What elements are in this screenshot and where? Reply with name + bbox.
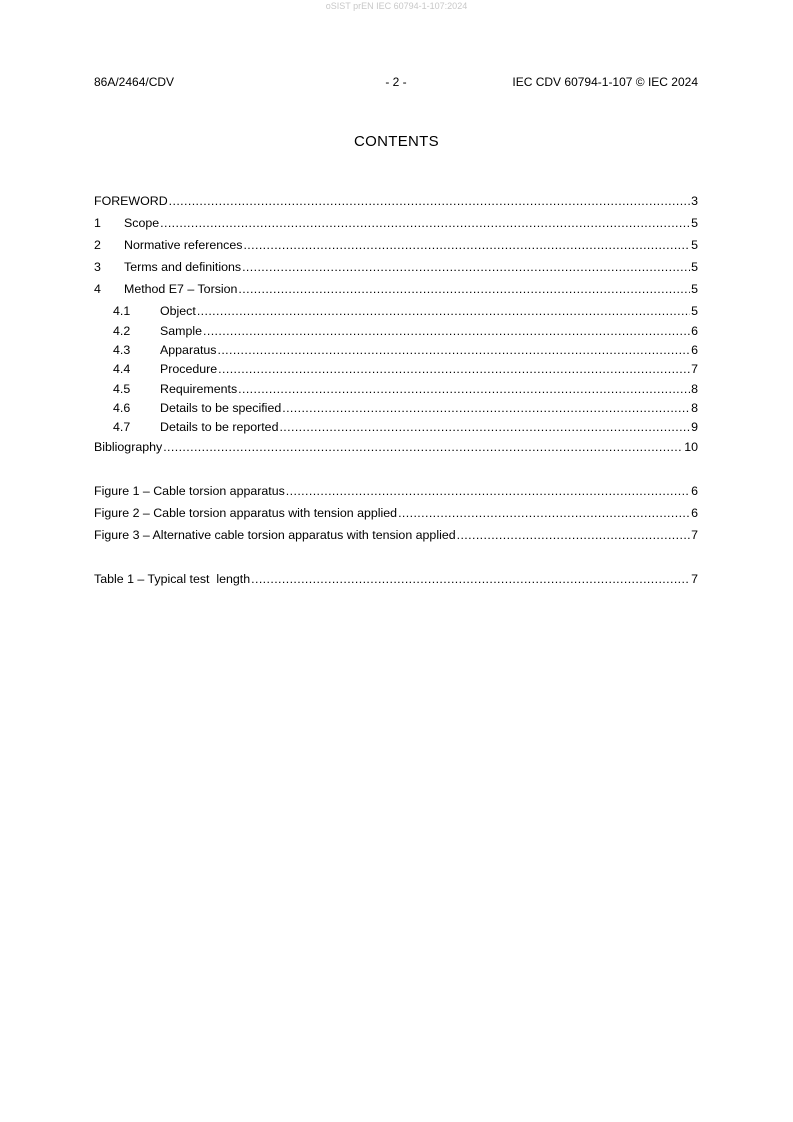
- toc-leader-dots: [242, 259, 690, 275]
- toc-entry-label: Requirements: [160, 382, 238, 396]
- toc-entry-label: Figure 2 – Cable torsion apparatus with tension applied: [94, 506, 398, 520]
- toc-entry-page: 5: [691, 260, 698, 274]
- toc-entry-page: 7: [691, 528, 698, 542]
- toc-entry-number: 4.3: [113, 343, 131, 357]
- toc-leader-dots: [163, 439, 683, 455]
- toc-leader-dots: [197, 303, 690, 319]
- toc-entry-label: Bibliography: [94, 440, 163, 454]
- toc-figure-2[interactable]: [94, 503, 698, 521]
- toc-entry-sample[interactable]: [94, 321, 698, 339]
- toc-entry-page: 6: [691, 324, 698, 338]
- toc-leader-dots: [169, 193, 690, 209]
- contents-heading: CONTENTS: [354, 133, 439, 150]
- toc-table-1[interactable]: [94, 569, 698, 587]
- toc-leader-dots: [398, 505, 690, 521]
- toc-entry-method-e7[interactable]: [94, 279, 698, 297]
- toc-leader-dots: [218, 361, 690, 377]
- watermark-text: oSIST prEN IEC 60794-1-107:2024: [325, 1, 468, 11]
- toc-entry-apparatus[interactable]: [94, 340, 698, 358]
- toc-leader-dots: [238, 381, 690, 397]
- toc-entry-label: Normative references: [124, 238, 243, 252]
- toc-entry-label: Method E7 – Torsion: [124, 282, 238, 296]
- toc-entry-number: 2: [94, 238, 101, 252]
- toc-entry-object[interactable]: [94, 301, 698, 319]
- toc-entry-number: 4.2: [113, 324, 131, 338]
- standard-designation: IEC CDV 60794-1-107 © IEC 2024: [512, 75, 698, 89]
- toc-figure-3[interactable]: [94, 525, 698, 543]
- toc-entry-page: 10: [684, 440, 698, 454]
- toc-entry-normative-references[interactable]: [94, 235, 698, 253]
- toc-entry-details-to-be-reported[interactable]: [94, 417, 698, 435]
- toc-entry-page: 5: [691, 216, 698, 230]
- toc-entry-page: 6: [691, 343, 698, 357]
- toc-leader-dots: [457, 527, 690, 543]
- toc-entry-number: 4.6: [113, 401, 131, 415]
- toc-entry-label: Details to be specified: [160, 401, 282, 415]
- toc-entry-page: 3: [691, 194, 698, 208]
- page-number: - 2 -: [385, 75, 407, 89]
- toc-entry-label: Terms and definitions: [124, 260, 242, 274]
- document-reference: 86A/2464/CDV: [94, 75, 175, 89]
- toc-leader-dots: [243, 237, 690, 253]
- toc-entry-number: 4.5: [113, 382, 131, 396]
- toc-leader-dots: [286, 483, 690, 499]
- toc-leader-dots: [279, 419, 690, 435]
- toc-entry-page: 8: [691, 382, 698, 396]
- toc-entry-number: 3: [94, 260, 101, 274]
- toc-entry-number: 4.1: [113, 304, 131, 318]
- toc-entry-requirements[interactable]: [94, 379, 698, 397]
- toc-entry-page: 7: [691, 572, 698, 586]
- toc-leader-dots: [217, 342, 690, 358]
- toc-entry-label: Apparatus: [160, 343, 217, 357]
- toc-figure-1[interactable]: [94, 481, 698, 499]
- toc-entry-page: 8: [691, 401, 698, 415]
- toc-leader-dots: [203, 323, 690, 339]
- toc-entry-number: 4.7: [113, 420, 131, 434]
- toc-entry-page: 5: [691, 282, 698, 296]
- toc-entry-terms-and-definitions[interactable]: [94, 257, 698, 275]
- toc-entry-scope[interactable]: [94, 213, 698, 231]
- toc-entry-procedure[interactable]: [94, 359, 698, 377]
- toc-entry-number: 1: [94, 216, 101, 230]
- toc-entry-label: Scope: [124, 216, 160, 230]
- toc-entry-number: 4.4: [113, 362, 131, 376]
- toc-entry-label: Table 1 – Typical test length: [94, 572, 251, 586]
- toc-entry-page: 6: [691, 484, 698, 498]
- toc-entry-page: 5: [691, 238, 698, 252]
- toc-leader-dots: [238, 281, 690, 297]
- toc-entry-label: Figure 3 – Alternative cable torsion apparatus with tension applied: [94, 528, 456, 542]
- toc-entry-number: 4: [94, 282, 101, 296]
- toc-entry-foreword[interactable]: [94, 191, 698, 209]
- toc-entry-label: Procedure: [160, 362, 218, 376]
- toc-entry-page: 6: [691, 506, 698, 520]
- toc-entry-label: Details to be reported: [160, 420, 279, 434]
- running-header: [94, 75, 698, 93]
- toc-entry-bibliography[interactable]: [94, 437, 698, 455]
- toc-entry-page: 5: [691, 304, 698, 318]
- toc-entry-label: Figure 1 – Cable torsion apparatus: [94, 484, 285, 498]
- toc-entry-label: Sample: [160, 324, 203, 338]
- toc-leader-dots: [160, 215, 690, 231]
- toc-leader-dots: [251, 571, 690, 587]
- toc-leader-dots: [282, 400, 690, 416]
- toc-entry-details-to-be-specified[interactable]: [94, 398, 698, 416]
- toc-entry-page: 7: [691, 362, 698, 376]
- toc-entry-label: FOREWORD: [94, 194, 168, 208]
- toc-entry-label: Object: [160, 304, 196, 318]
- toc-entry-page: 9: [691, 420, 698, 434]
